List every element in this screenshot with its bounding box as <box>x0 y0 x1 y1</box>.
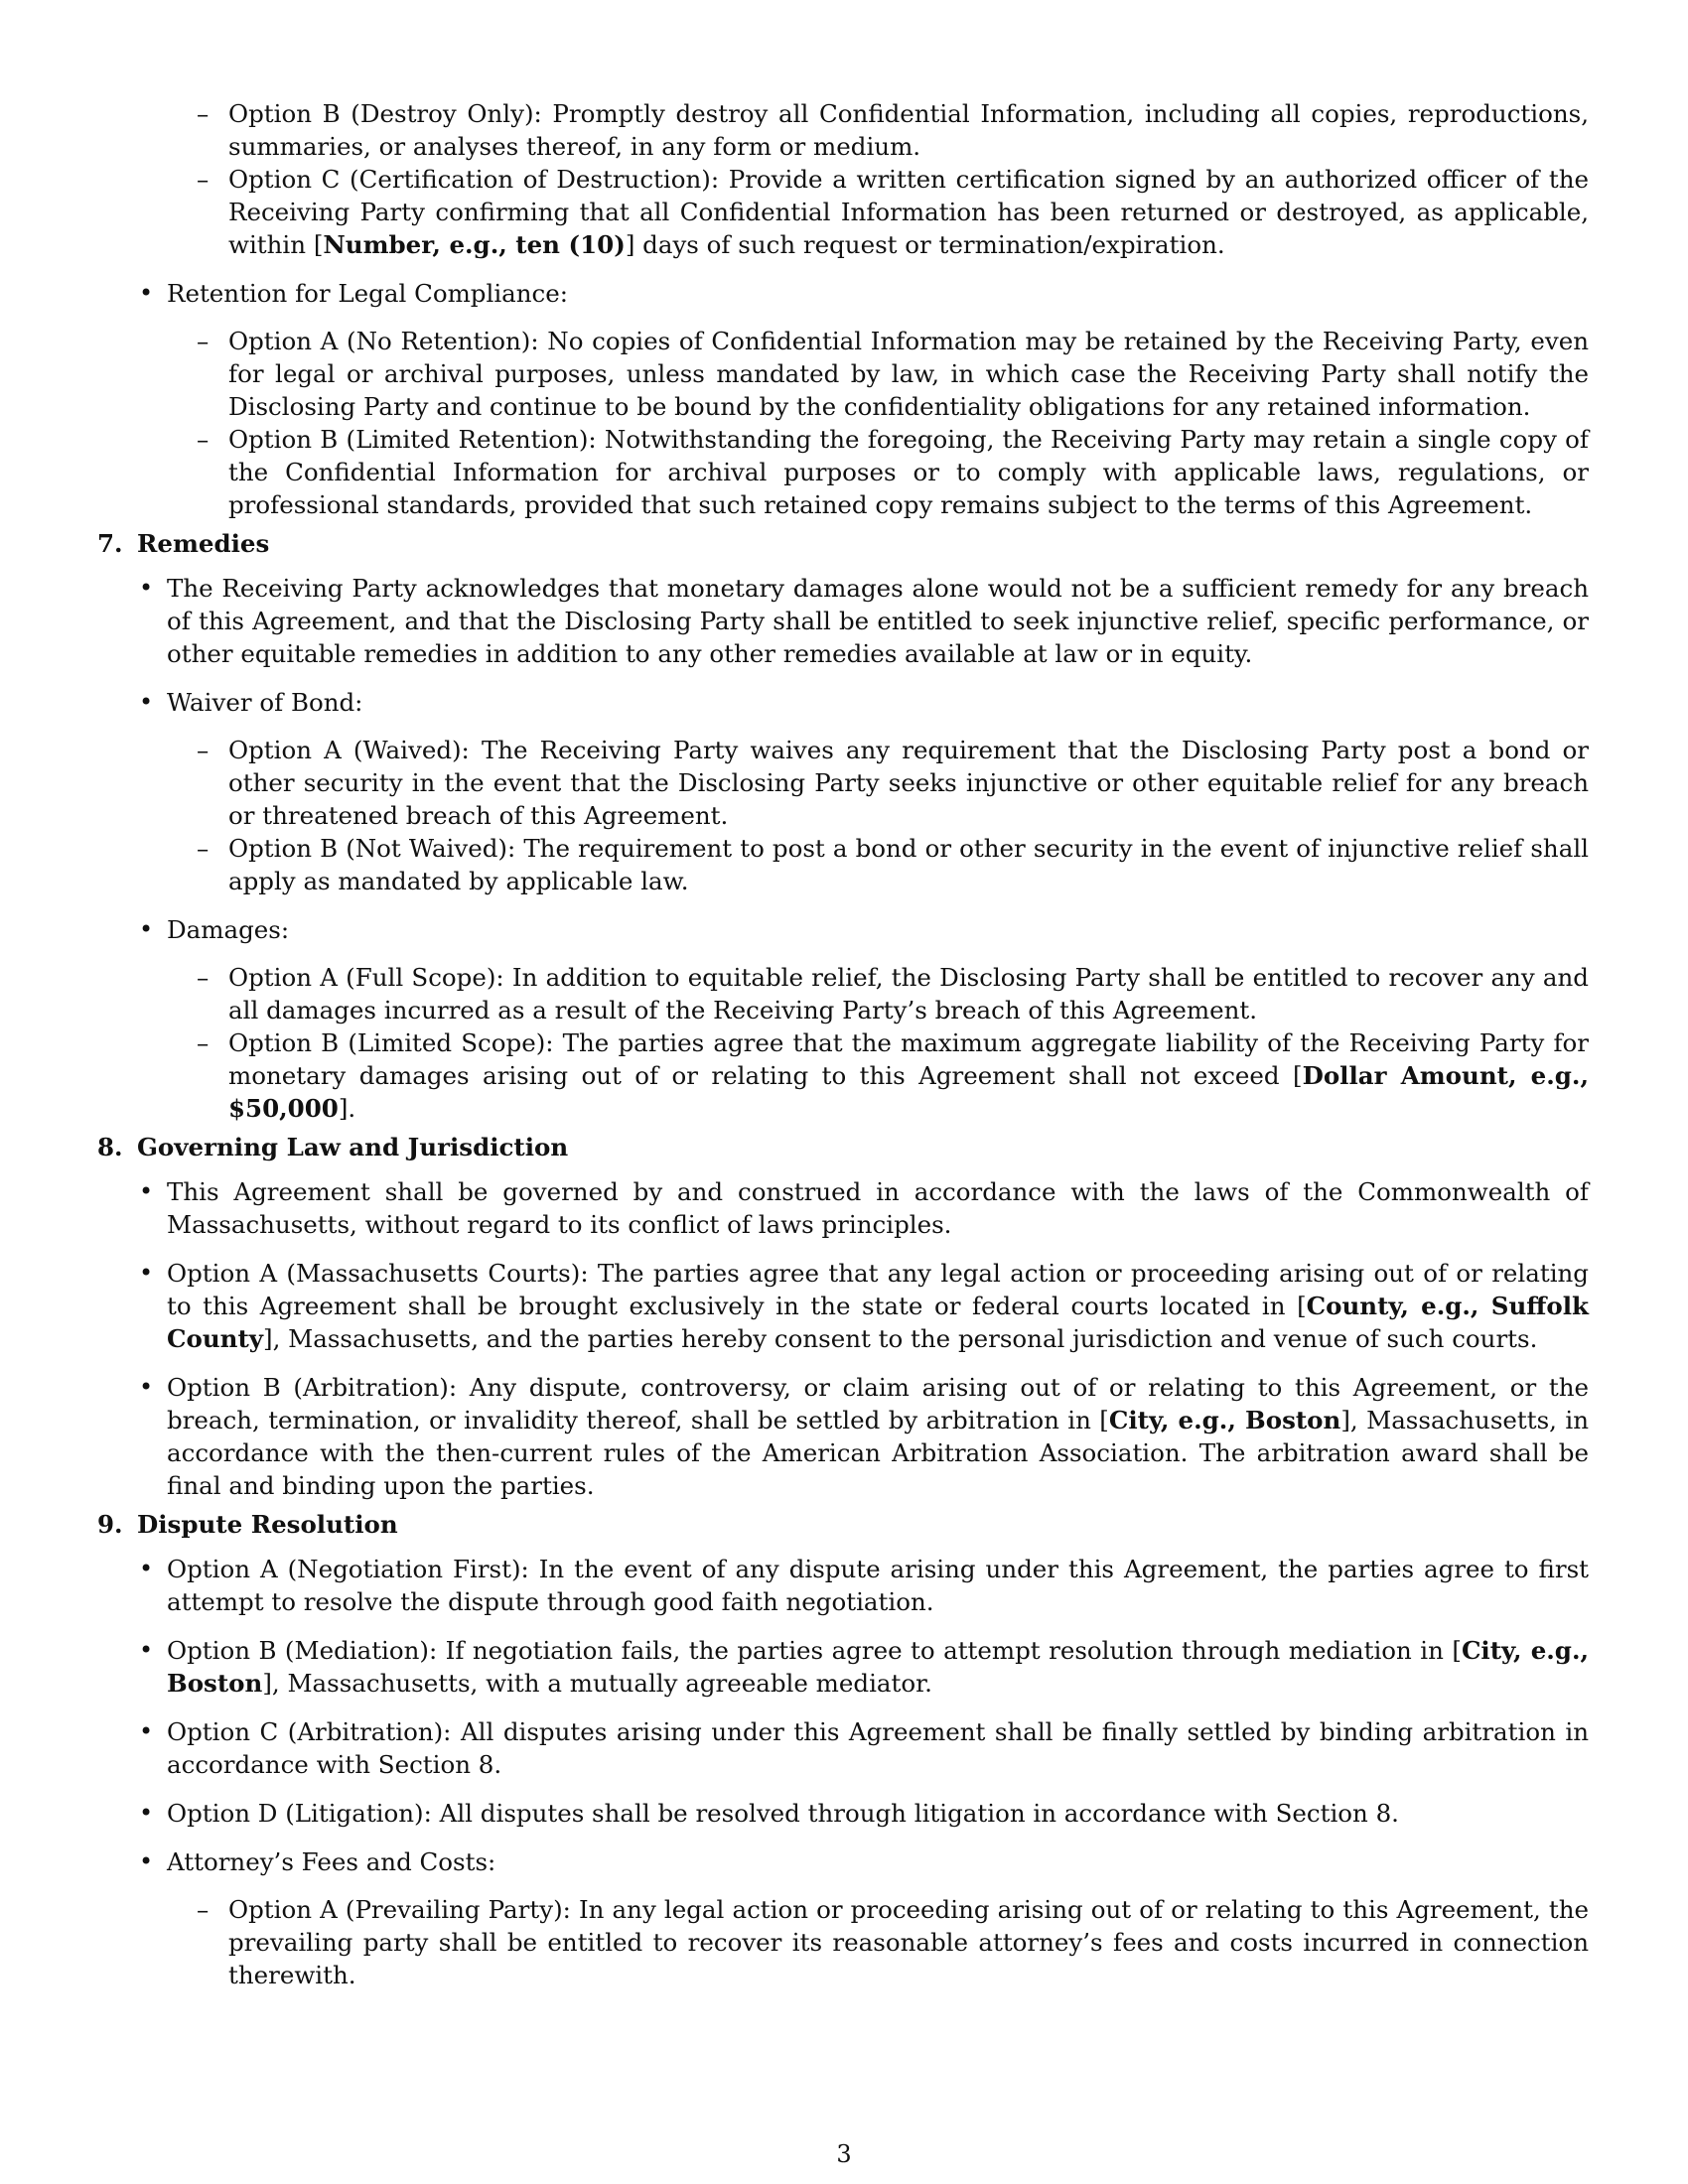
fees-option-a-text: Option A (Prevailing Party): In any legal action or proceeding arising out of or relating to this Agreement, the prevailing party shall be entitled to recover its reasonable attorney’s fees and costs incurred in connection therewith. <box>228 1895 1589 1989</box>
bond-option-a <box>197 734 1589 832</box>
dispute-option-b <box>139 1634 1589 1700</box>
bullet-marker: • <box>139 279 154 307</box>
return-option-c <box>197 163 1589 261</box>
section-8-number: 8. <box>97 1133 123 1161</box>
jurisdiction-option-a-text: Option A (Massachusetts Courts): The parties agree that any legal action or proceeding arising out of or relating to this Agreement shall be brought exclusively in the state or federal courts located in [ <box>167 1259 1589 1320</box>
dispute-option-d-text: Option D (Litigation): All disputes shall be resolved through litigation in accordance with Section 8. <box>167 1799 1399 1828</box>
section-7-heading <box>97 527 1589 560</box>
bond-option-b <box>197 832 1589 897</box>
dispute-option-c <box>139 1715 1589 1781</box>
bullet-marker: • <box>139 1373 154 1401</box>
bullet-marker: • <box>139 1636 154 1664</box>
bullet-marker: • <box>139 1847 154 1875</box>
dash-marker: – <box>197 736 210 764</box>
placeholder-dollar-amount: Dollar Amount, e.g., $50,000 <box>228 1061 1589 1123</box>
dispute-option-b-text: Option B (Mediation): If negotiation fails, the parties agree to attempt resolution through mediation in [ <box>167 1636 1462 1665</box>
damages-option-a-text: Option A (Full Scope): In addition to equitable relief, the Disclosing Party shall be entitled to recover any and all damages incurred as a result of the Receiving Party’s breach of this Agreement. <box>228 963 1589 1024</box>
dash-marker: – <box>197 327 210 355</box>
dash-marker: – <box>197 834 210 863</box>
placeholder-city: City, e.g., Boston <box>167 1636 1589 1698</box>
section-9-title: Dispute Resolution <box>137 1510 398 1539</box>
return-option-b <box>197 97 1589 163</box>
section-9-number: 9. <box>97 1510 123 1539</box>
bond-option-a-text: Option A (Waived): The Receiving Party waives any requirement that the Disclosing Party post a bond or other security in the event that the Disclosing Party seeks injunctive or other equitable relief for any breach or threatened breach of this Agreement. <box>228 736 1589 830</box>
bond-bullet <box>139 686 1589 719</box>
governing-law-text: This Agreement shall be governed by and construed in accordance with the laws of the Commonwealth of Massachusetts, without regard to its conflict of laws principles. <box>167 1177 1589 1239</box>
section-9-heading <box>97 1508 1589 1541</box>
section-8-heading <box>97 1131 1589 1163</box>
placeholder-county: County, e.g., Suffolk County <box>167 1292 1590 1353</box>
retention-label: Retention for Legal Compliance: <box>167 279 569 308</box>
bullet-marker: • <box>139 1177 154 1205</box>
bullet-marker: • <box>139 1799 154 1827</box>
jurisdiction-option-b-text: Option B (Arbitration): Any dispute, controversy, or claim arising out of or relating to this Agreement, or the breach, termination, or invalidity thereof, shall be settled by arbitration in [ <box>167 1373 1589 1434</box>
dash-marker: – <box>197 99 210 128</box>
damages-option-b-text-end: ]. <box>338 1094 356 1123</box>
placeholder-number: Number, e.g., ten (10) <box>323 230 626 259</box>
damages-bullet <box>139 913 1589 946</box>
retention-option-b <box>197 423 1589 521</box>
dispute-option-a-text: Option A (Negotiation First): In the event of any dispute arising under this Agreement, the parties agree to first attempt to resolve the dispute through good faith negotiation. <box>167 1555 1589 1616</box>
dispute-option-a <box>139 1553 1589 1618</box>
fees-option-a <box>197 1893 1589 1991</box>
fees-bullet <box>139 1845 1589 1878</box>
bullet-marker: • <box>139 574 154 602</box>
damages-label: Damages: <box>167 915 290 944</box>
dispute-option-c-text: Option C (Arbitration): All disputes arising under this Agreement shall be finally settled by binding arbitration in accordance with Section 8. <box>167 1717 1589 1779</box>
damages-option-b <box>197 1026 1589 1125</box>
dash-marker: – <box>197 963 210 992</box>
dash-marker: – <box>197 165 210 194</box>
dash-marker: – <box>197 425 210 454</box>
retention-option-b-text: Option B (Limited Retention): Notwithstanding the foregoing, the Receiving Party may retain a single copy of the Confidential Information for archival purposes or to comply with applicable laws, regulations, or professional standards, provided that such retained copy remains subject to the terms of this Agreement. <box>228 425 1589 519</box>
damages-option-a <box>197 961 1589 1026</box>
return-option-b-text: Option B (Destroy Only): Promptly destroy all Confidential Information, including all copies, reproductions, summaries, or analyses thereof, in any form or medium. <box>228 99 1589 161</box>
retention-option-a-text: Option A (No Retention): No copies of Confidential Information may be retained by the Receiving Party, even for legal or archival purposes, unless mandated by law, in which case the Receiving Party shall notify the Disclosing Party and continue to be bound by the confidentiality obligations for any retained information. <box>228 327 1589 421</box>
dash-marker: – <box>197 1895 210 1924</box>
bullet-marker: • <box>139 1259 154 1287</box>
section-7-title: Remedies <box>137 529 270 558</box>
governing-law-bullet <box>139 1175 1589 1241</box>
bond-option-b-text: Option B (Not Waived): The requirement to post a bond or other security in the event of injunctive relief shall apply as mandated by applicable law. <box>228 834 1589 895</box>
placeholder-city: City, e.g., Boston <box>1108 1406 1341 1434</box>
dash-marker: – <box>197 1028 210 1057</box>
jurisdiction-option-a-text-end: ], Massachusetts, and the parties hereby consent to the personal jurisdiction and venue of such courts. <box>263 1324 1538 1353</box>
retention-option-a <box>197 325 1589 423</box>
bullet-marker: • <box>139 915 154 943</box>
jurisdiction-option-b <box>139 1371 1589 1502</box>
bullet-marker: • <box>139 1717 154 1745</box>
bullet-marker: • <box>139 1555 154 1582</box>
section-7-number: 7. <box>97 529 123 558</box>
damages-option-b-text: Option B (Limited Scope): The parties agree that the maximum aggregate liability of the Receiving Party for monetary damages arising out of or relating to this Agreement shall not exceed [ <box>228 1028 1589 1090</box>
remedies-intro-bullet <box>139 572 1589 670</box>
retention-bullet <box>139 277 1589 310</box>
page-number: 3 <box>836 2140 852 2168</box>
dispute-option-b-text-end: ], Massachusetts, with a mutually agreeable mediator. <box>262 1669 932 1698</box>
bond-label: Waiver of Bond: <box>167 688 363 717</box>
remedies-intro-text: The Receiving Party acknowledges that monetary damages alone would not be a sufficient remedy for any breach of this Agreement, and that the Disclosing Party shall be entitled to seek injunctive relief, specific performance, or other equitable remedies in addition to any other remedies available at law or in equity. <box>167 574 1589 668</box>
dispute-option-d <box>139 1797 1589 1830</box>
jurisdiction-option-b-text-end: ], Massachusetts, in accordance with the then-current rules of the American Arbitration Association. The arbitration award shall be final and binding upon the parties. <box>167 1406 1589 1500</box>
page-content <box>97 97 1589 1991</box>
return-option-c-text: Option C (Certification of Destruction): Provide a written certification signed by an authorized officer of the Receiving Party confirming that all Confidential Information has been returned or destroyed, as applicable, within [ <box>228 165 1589 259</box>
bullet-marker: • <box>139 688 154 716</box>
section-8-title: Governing Law and Jurisdiction <box>137 1133 569 1161</box>
fees-label: Attorney’s Fees and Costs: <box>167 1847 496 1876</box>
jurisdiction-option-a <box>139 1257 1590 1355</box>
return-option-c-text-end: ] days of such request or termination/expiration. <box>625 230 1225 259</box>
